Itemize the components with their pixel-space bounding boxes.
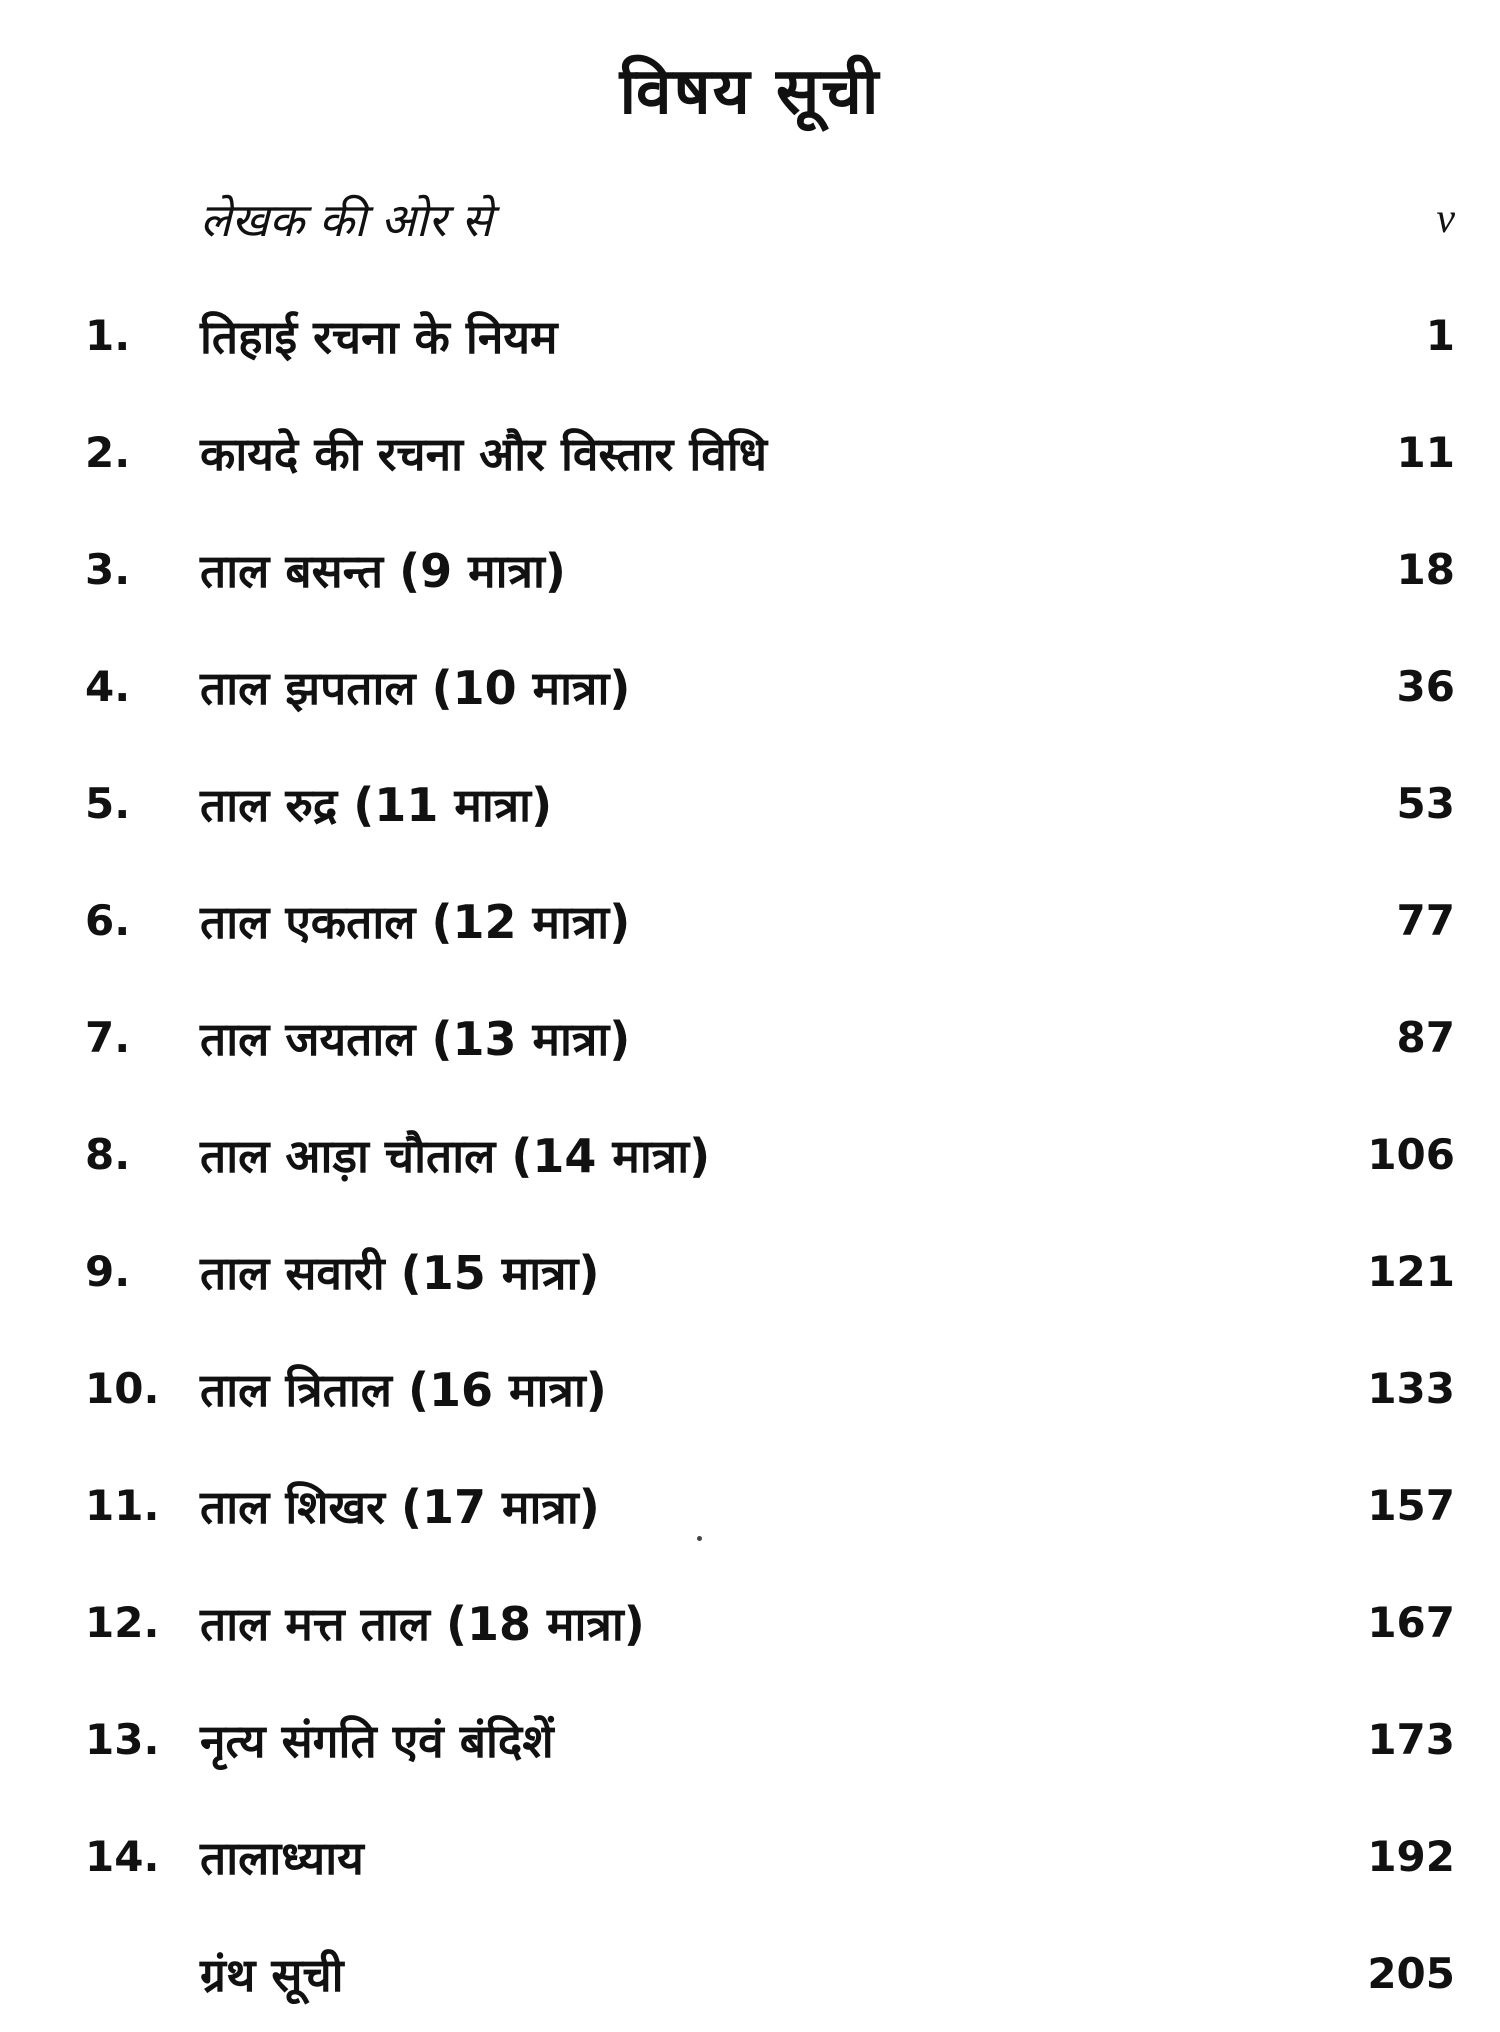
toc-entry-page: 18 — [1396, 545, 1455, 594]
toc-entry-title: ताल सवारी (15 मात्रा) — [200, 1245, 600, 1300]
toc-entry-title: ताल बसन्त (9 मात्रा) — [200, 543, 566, 598]
toc-entry-title: ताल रुद्र (11 मात्रा) — [200, 777, 553, 832]
toc-entry-page: 133 — [1367, 1364, 1455, 1413]
toc-entry — [85, 862, 1455, 979]
toc-entry-number: 5. — [85, 779, 131, 828]
toc-entry-number: 13. — [85, 1715, 160, 1764]
toc-entry — [85, 394, 1455, 511]
toc-entry — [85, 1447, 1455, 1564]
toc-entry-number: 9. — [85, 1247, 131, 1296]
toc-entry-number: 11. — [85, 1481, 160, 1530]
toc-entry-page: 1 — [1425, 311, 1455, 360]
toc-entry-title: तिहाई रचना के नियम — [200, 309, 558, 364]
toc-entry-number: 7. — [85, 1013, 131, 1062]
toc-entry — [85, 1564, 1455, 1681]
toc-entry-page: 173 — [1367, 1715, 1455, 1764]
toc-entry-title: कायदे की रचना और विस्तार विधि — [200, 426, 768, 481]
toc-entry-title: ताल मत्त ताल (18 मात्रा) — [200, 1596, 645, 1651]
toc-entry — [85, 1681, 1455, 1798]
toc-entry-page: 167 — [1367, 1598, 1455, 1647]
toc-entry — [85, 1798, 1455, 1915]
toc-entry-page: v — [1436, 195, 1455, 242]
toc-entry-title: तालाध्याय — [200, 1830, 364, 1885]
toc-entry — [85, 277, 1455, 394]
toc-entry-number: 14. — [85, 1832, 160, 1881]
toc-entry-title: ताल झपताल (10 मात्रा) — [200, 660, 631, 715]
toc-entry — [85, 628, 1455, 745]
toc-entry-page: 77 — [1396, 896, 1455, 945]
toc-entry-number: 8. — [85, 1130, 131, 1179]
toc-entry — [85, 1915, 1455, 2032]
toc-entry — [85, 1213, 1455, 1330]
toc-entry-preface — [85, 160, 1455, 277]
toc-entry-title: नृत्य संगति एवं बंदिशें — [200, 1713, 554, 1768]
toc-entry-title: लेखक की ओर से — [200, 192, 493, 247]
toc-entry-page: 157 — [1367, 1481, 1455, 1530]
toc-entry — [85, 745, 1455, 862]
toc-entry — [85, 1330, 1455, 1447]
toc-entry — [85, 1096, 1455, 1213]
toc-entry-number: 2. — [85, 428, 131, 477]
toc-entry-page: 53 — [1396, 779, 1455, 828]
toc-entry-page: 106 — [1367, 1130, 1455, 1179]
toc-entry-number: 10. — [85, 1364, 160, 1413]
toc-entry-number: 6. — [85, 896, 131, 945]
toc-entry-page: 87 — [1396, 1013, 1455, 1062]
toc-entry-page: 192 — [1367, 1832, 1455, 1881]
table-of-contents — [85, 160, 1455, 2032]
toc-entry — [85, 511, 1455, 628]
toc-entry-title: ताल त्रिताल (16 मात्रा) — [200, 1362, 607, 1417]
toc-entry-title: ताल आड़ा चौताल (14 मात्रा) — [200, 1128, 711, 1183]
toc-entry-title: ताल जयताल (13 मात्रा) — [200, 1011, 631, 1066]
toc-entry-page: 36 — [1396, 662, 1455, 711]
toc-entry-page: 205 — [1367, 1949, 1455, 1998]
scan-speck — [697, 1536, 702, 1541]
toc-entry-title: ताल एकताल (12 मात्रा) — [200, 894, 631, 949]
toc-entry-page: 11 — [1396, 428, 1455, 477]
toc-entry-page: 121 — [1367, 1247, 1455, 1296]
toc-entry-number: 1. — [85, 311, 131, 360]
toc-entry-number: 4. — [85, 662, 131, 711]
page-title: विषय सूची — [619, 54, 881, 129]
toc-entry-title: ग्रंथ सूची — [200, 1947, 344, 2002]
toc-entry — [85, 979, 1455, 1096]
toc-entry-number: 12. — [85, 1598, 160, 1647]
toc-entry-title: ताल शिखर (17 मात्रा) — [200, 1479, 600, 1534]
toc-entry-number: 3. — [85, 545, 131, 594]
